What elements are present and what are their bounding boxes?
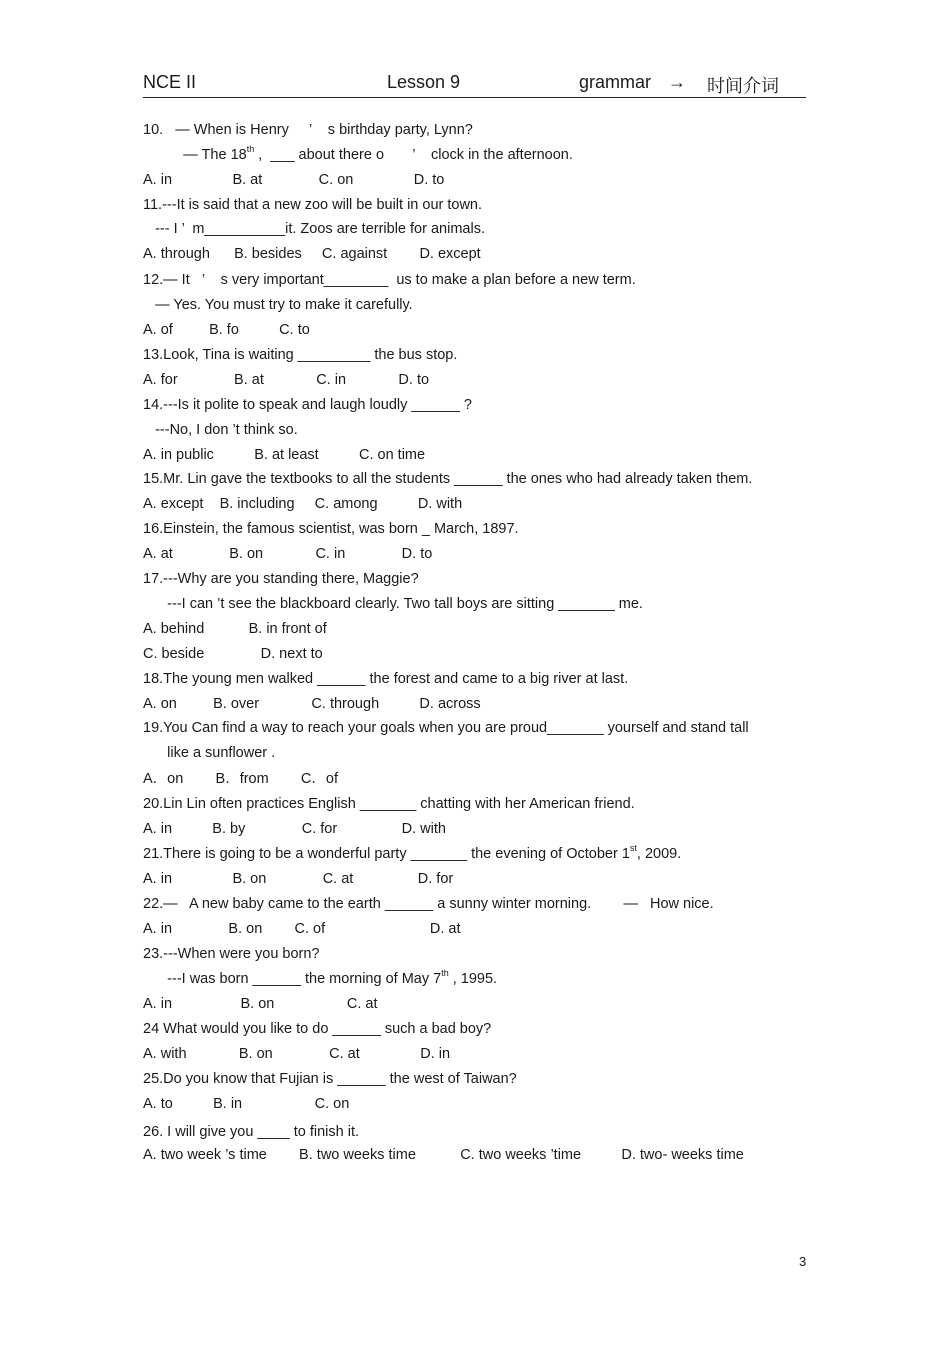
- lesson-label: Lesson 9: [387, 72, 461, 92]
- question-line: --- I ’ m__________it. Zoos are terrible for animals.: [143, 221, 485, 237]
- arrow-icon: →: [668, 72, 686, 92]
- options-line: A. on B. over C. through D. across: [143, 696, 481, 712]
- options-line: A. behind B. in front of: [143, 621, 327, 637]
- page-header: [143, 70, 806, 98]
- options-line: A. with B. on C. at D. in: [143, 1046, 451, 1062]
- options-line: A. in public B. at least C. on time: [143, 447, 426, 463]
- question-line: ---I was born ______ the morning of May 7th , 1995.: [143, 968, 498, 987]
- question-line: 18.The young men walked ______ the forest and came to a big river at last.: [143, 671, 629, 687]
- options-line: A. in B. by C. for D. with: [143, 821, 446, 837]
- question-line: 25.Do you know that Fujian is ______ the west of Taiwan?: [143, 1071, 517, 1087]
- options-line: A. for B. at C. in D. to: [143, 372, 430, 388]
- question-line: 17.---Why are you standing there, Maggie?: [143, 571, 419, 587]
- page-number: 3: [799, 1254, 807, 1269]
- options-line: A. in B. on C. of D. at: [143, 921, 461, 937]
- question-line: 10. — When is Henry ’ s birthday party, Lynn?: [143, 122, 473, 138]
- options-line: A. except B. including C. among D. with: [143, 496, 463, 512]
- question-line: 15.Mr. Lin gave the textbooks to all the students ______ the ones who had already taken them.: [143, 471, 753, 487]
- course-label: NCE II: [143, 72, 197, 92]
- question-line: 14.---Is it polite to speak and laugh loudly ______ ?: [143, 397, 472, 413]
- question-line: 26. I will give you ____ to finish it.: [143, 1124, 360, 1140]
- question-line: 21.There is going to be a wonderful party _______ the evening of October 1st, 2009.: [143, 843, 682, 862]
- question-line: 11.---It is said that a new zoo will be built in our town.: [143, 197, 483, 213]
- options-line: C. beside D. next to: [143, 646, 323, 662]
- options-line: A. in B. on C. at: [143, 996, 378, 1012]
- options-line: A. to B. in C. on: [143, 1096, 350, 1112]
- question-line: 19.You Can find a way to reach your goals when you are proud_______ yourself and stand tall: [143, 720, 749, 736]
- options-line: A. of B. fo C. to: [143, 322, 310, 338]
- topic-label: 时间介词: [707, 76, 779, 96]
- question-line: 12.— It ’ s very important________ us to make a plan before a new term.: [143, 272, 636, 288]
- question-line: — The 18th , ___ about there o ’ clock in the afternoon.: [143, 144, 573, 163]
- grammar-label: grammar: [579, 72, 652, 92]
- options-line: A. in B. on C. at D. for: [143, 871, 454, 887]
- options-line: A. two week ’s time B. two weeks time C. two weeks ’time D. two- weeks time: [143, 1147, 744, 1163]
- question-line: 20.Lin Lin often practices English _______ chatting with her American friend.: [143, 796, 635, 812]
- question-line: 24 What would you like to do ______ such a bad boy?: [143, 1021, 492, 1037]
- question-line: 16.Einstein, the famous scientist, was born _ March, 1897.: [143, 521, 519, 537]
- options-line: A. at B. on C. in D. to: [143, 546, 433, 562]
- options-line: A．on B．from C．of: [143, 771, 338, 787]
- question-line: 23.---When were you born?: [143, 946, 320, 962]
- options-line: A. in B. at C. on D. to: [143, 172, 445, 188]
- question-line: like a sunflower .: [143, 745, 276, 761]
- question-line: 22.— A new baby came to the earth ______ a sunny winter morning. — How nice.: [143, 896, 714, 912]
- options-line: A. through B. besides C. against D. except: [143, 246, 481, 262]
- question-line: ---I can ’t see the blackboard clearly. Two tall boys are sitting _______ me.: [143, 596, 643, 612]
- question-line: — Yes. You must try to make it carefully.: [143, 297, 413, 313]
- question-line: ---No, I don ’t think so.: [143, 422, 298, 438]
- question-line: 13.Look, Tina is waiting _________ the bus stop.: [143, 347, 458, 363]
